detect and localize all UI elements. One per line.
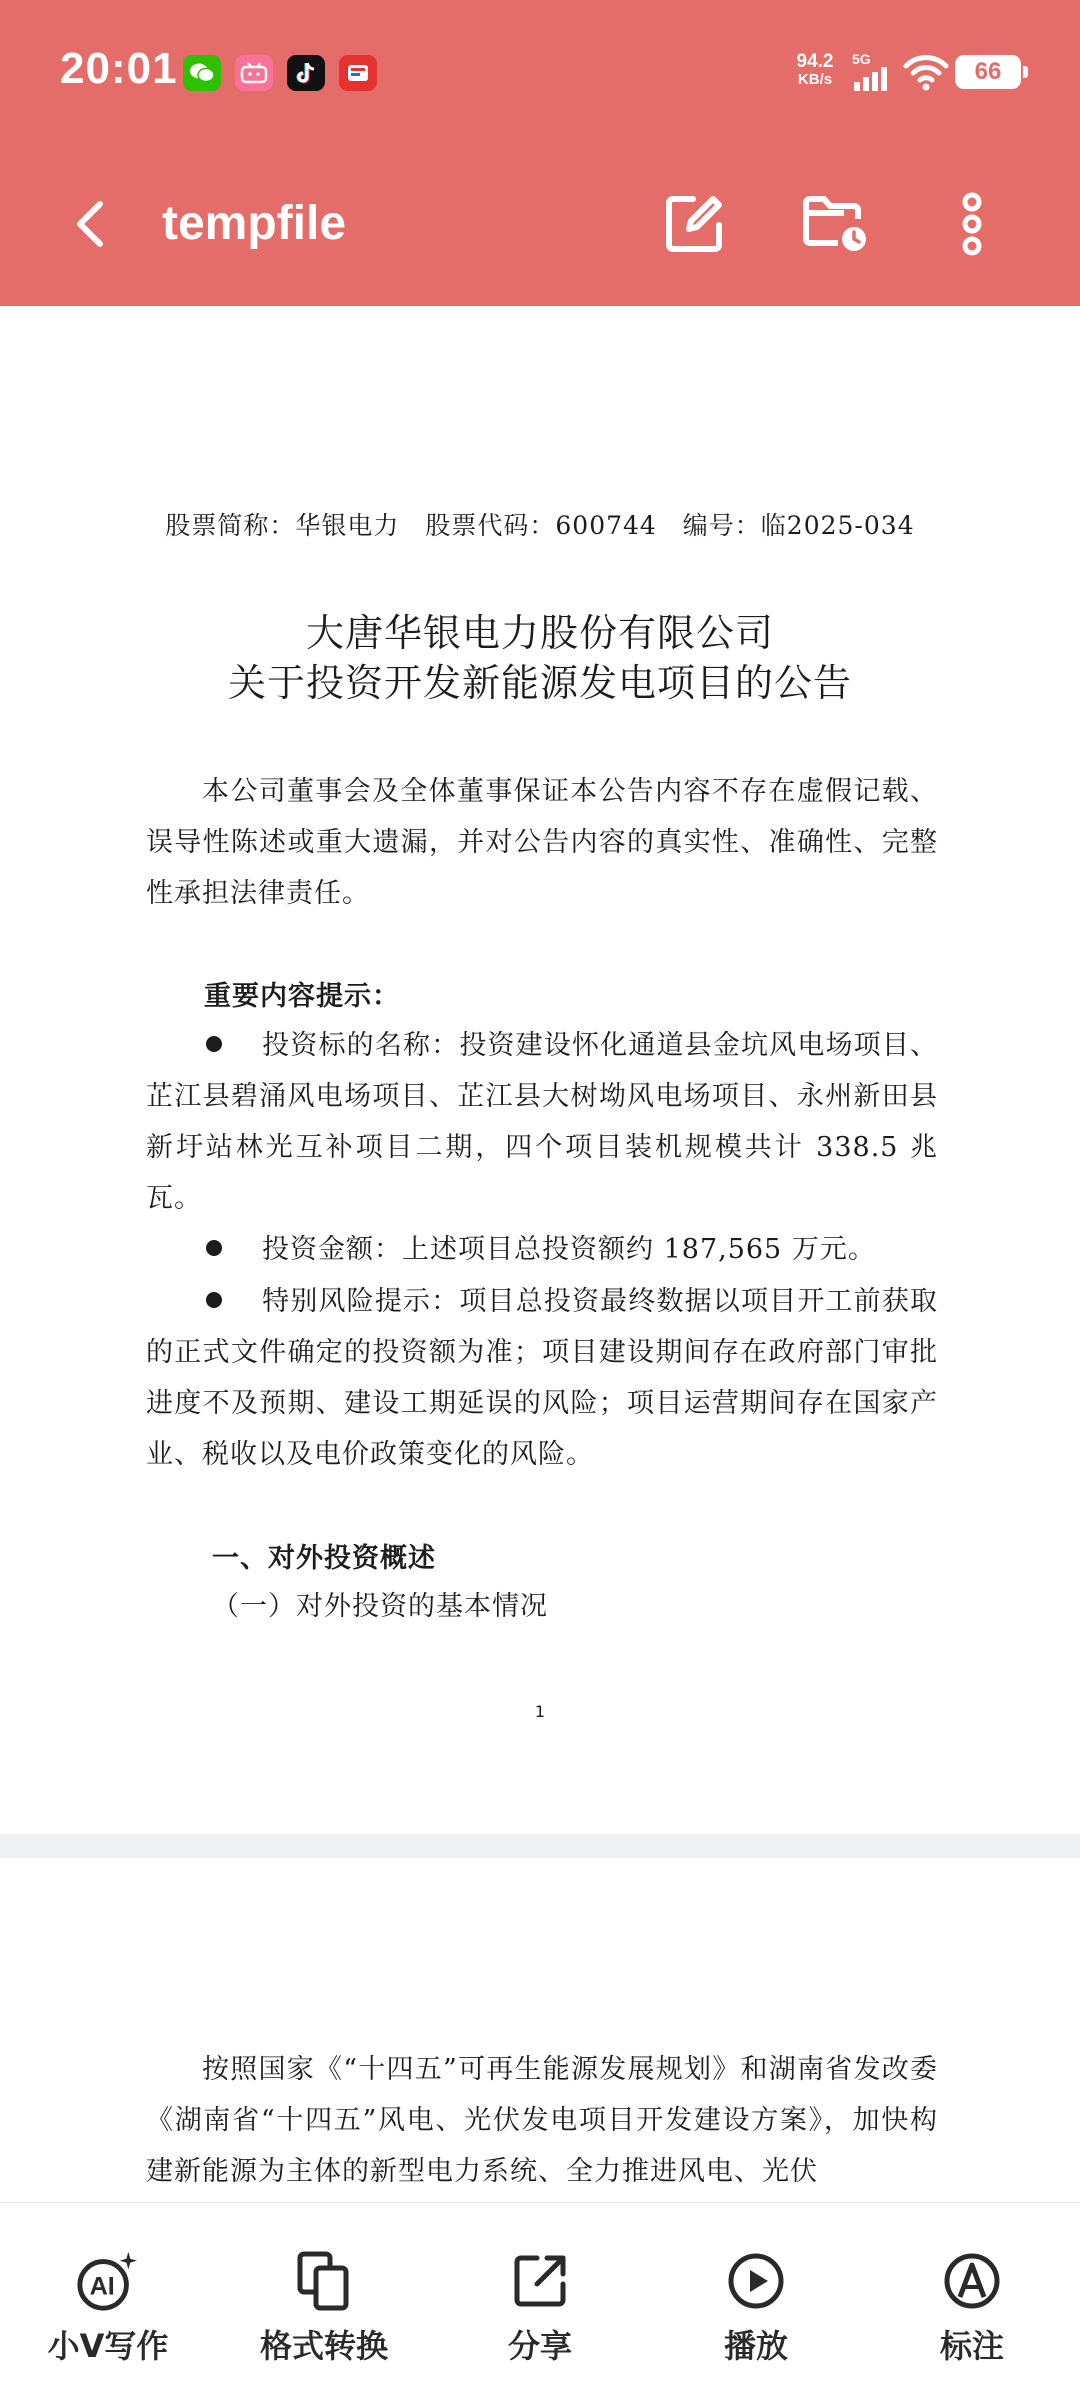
annotate-button[interactable]: 标注 (864, 2203, 1080, 2400)
play-button[interactable]: 播放 (648, 2203, 864, 2400)
bullet-icon (206, 1240, 222, 1256)
bullet-icon (206, 1036, 222, 1052)
app-icon (339, 55, 377, 91)
status-bar (0, 0, 1080, 140)
edit-icon (663, 193, 725, 255)
section-heading: 一、对外投资概述 (212, 1543, 436, 1574)
file-title: tempfile (162, 197, 347, 250)
doc-title-line1: 大唐华银电力股份有限公司 (305, 611, 774, 655)
folder-history-icon (802, 193, 870, 255)
network-type: 5G (852, 51, 871, 67)
bullet-investment-amount: 投资金额：上述项目总投资额约 187,565 万元。 (146, 1224, 938, 1275)
bottom-action-bar (0, 2202, 1080, 2400)
bullet-risk-warning: 特别风险提示：项目总投资最终数据以项目开工前获取的正式文件确定的投资额为准；项目建设期间存在政府部门审批进度不及预期、建设工期延误的风险；项目运营期间存在国家产业、税收以及电价政策变化的风险。 (146, 1286, 938, 1470)
battery-indicator: 66 (955, 55, 1021, 89)
svg-text:AI: AI (89, 2272, 115, 2301)
share-button[interactable]: 分享 (432, 2203, 648, 2400)
stock-info-line: 股票简称：华银电力 股票代码：600744 编号：临2025-034 (165, 511, 915, 540)
more-button[interactable] (936, 188, 1008, 260)
document-page-1 (0, 306, 1080, 1834)
ai-write-button[interactable]: AI 小V写作 (0, 2203, 216, 2400)
ai-write-icon (76, 2249, 140, 2313)
document-page-2 (0, 1858, 1080, 2202)
page-number: 1 (534, 1702, 546, 1721)
important-heading: 重要内容提示： (204, 981, 400, 1012)
top-toolbar (0, 170, 1080, 280)
signal-icon (850, 50, 896, 94)
doc-title-line2: 关于投资开发新能源发电项目的公告 (227, 661, 852, 705)
page2-paragraph: 按照国家《“十四五”可再生能源发展规划》和湖南省发改委《湖南省“十四五”风电、光伏发电项目开发建设方案》，加快构建新能源为主体的新型电力系统、全力推进风电、光伏 (146, 2054, 938, 2187)
document-viewer[interactable] (0, 306, 1080, 2202)
play-icon (724, 2249, 788, 2313)
notification-icons (183, 55, 377, 91)
format-convert-icon (292, 2249, 356, 2313)
bullet-icon (206, 1292, 222, 1308)
wifi-icon (903, 52, 949, 92)
share-icon (508, 2249, 572, 2313)
app-header (0, 0, 1080, 306)
annotate-icon (940, 2249, 1004, 2313)
folder-history-button[interactable] (800, 188, 872, 260)
more-icon (957, 192, 987, 256)
wechat-icon (183, 55, 221, 91)
back-button[interactable] (58, 192, 122, 256)
bullet-investment-target: 投资标的名称：投资建设怀化通道县金坑风电场项目、芷江县碧涌风电场项目、芷江县大树坳风电场项目、永州新田县新圩站林光互补项目二期，四个项目装机规模共计 338.5 兆瓦。 (146, 1030, 938, 1214)
intro-paragraph: 本公司董事会及全体董事保证本公告内容不存在虚假记载、误导性陈述或重大遗漏，并对公告内容的真实性、准确性、完整性承担法律责任。 (146, 776, 938, 909)
bilibili-icon (235, 55, 273, 91)
status-time: 20:01 (60, 44, 178, 93)
edit-button[interactable] (658, 188, 730, 260)
subsection-heading: （一）对外投资的基本情况 (212, 1591, 548, 1622)
network-speed: 94.2 KB/s (796, 51, 834, 88)
tiktok-icon (287, 55, 325, 91)
format-convert-button[interactable]: 格式转换 (216, 2203, 432, 2400)
back-arrow-icon (70, 198, 110, 250)
